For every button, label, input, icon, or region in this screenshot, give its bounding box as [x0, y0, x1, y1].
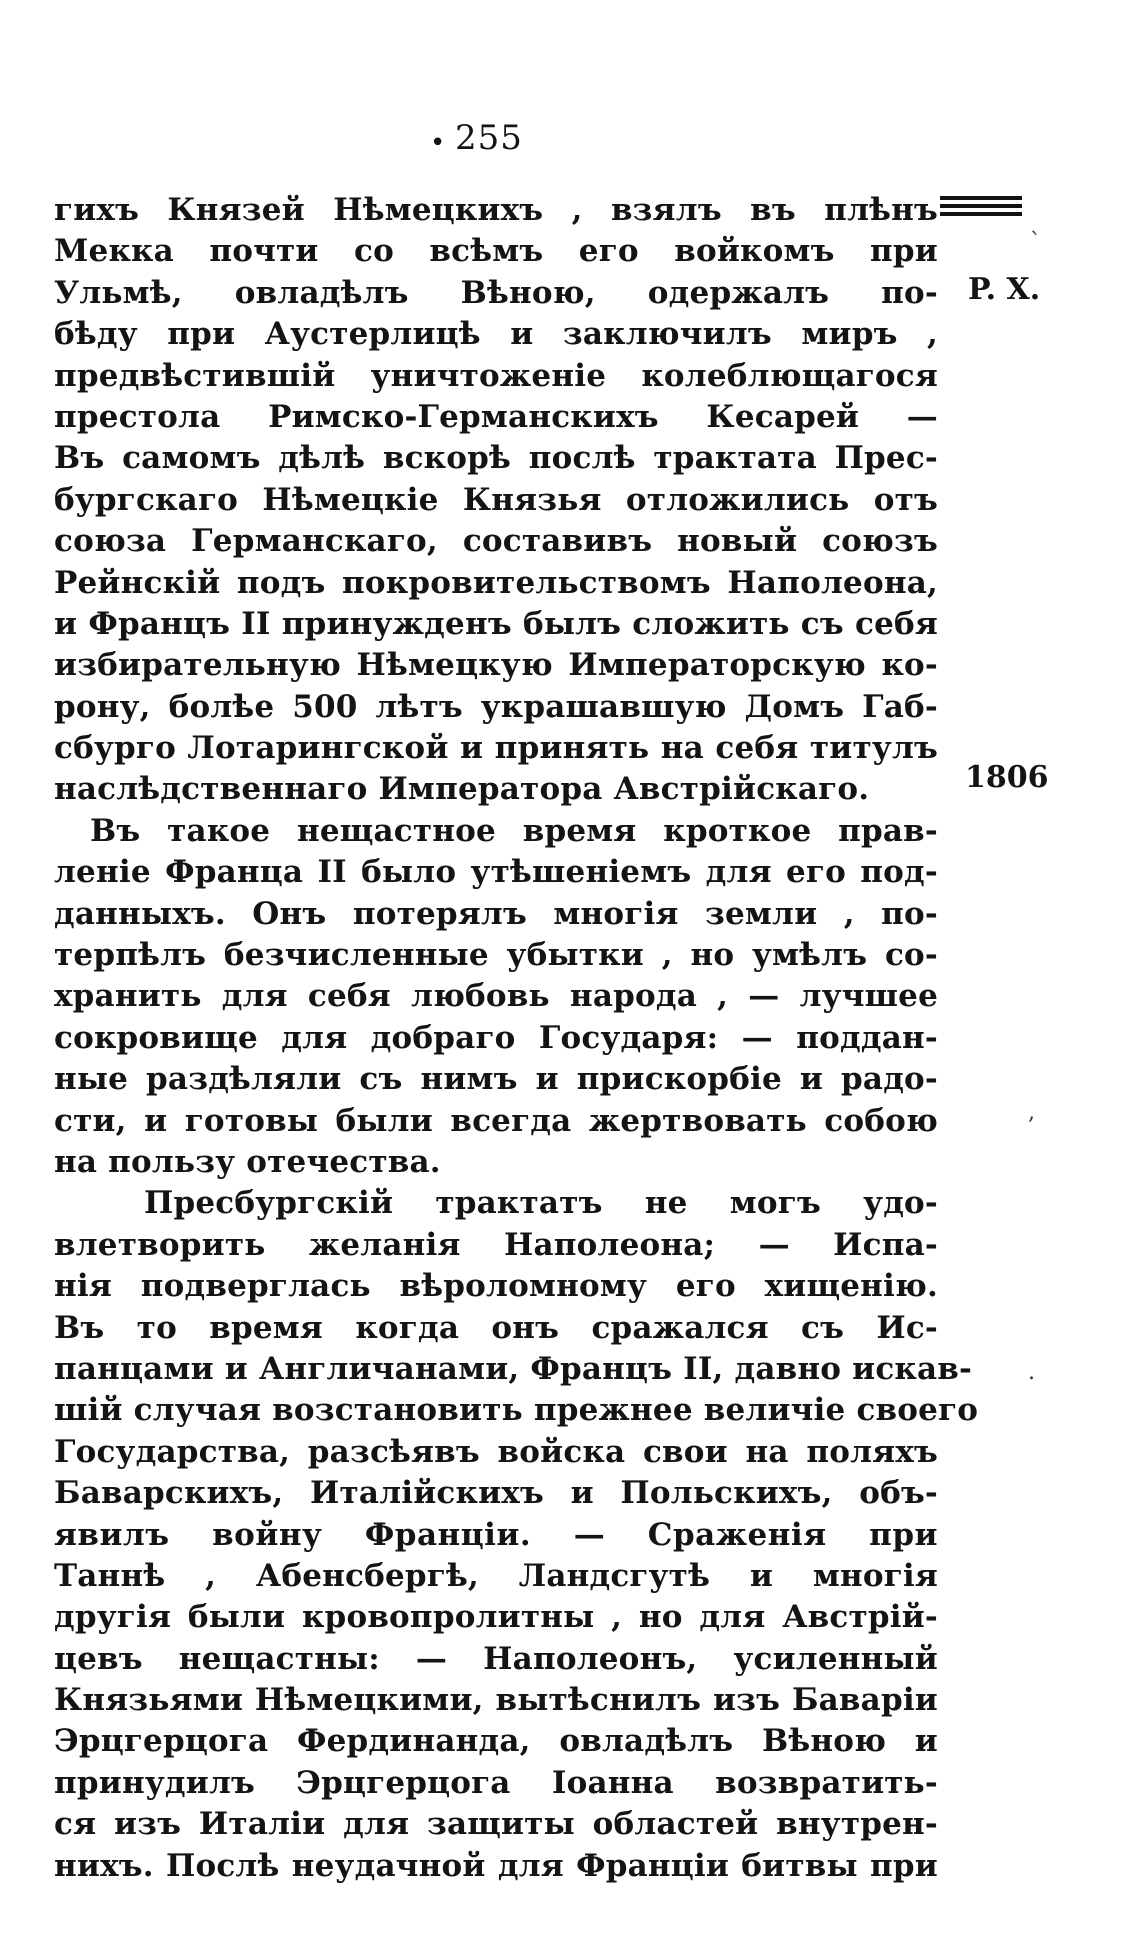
text-line: Въ то время когда онъ сражался съ Ис- [54, 1309, 938, 1346]
text-line: союза Германскаго, составивъ новый союзъ [54, 523, 938, 560]
text-line: Баварскихъ, Италійскихъ и Польскихъ, объ- [54, 1475, 938, 1512]
text-line: Ульмѣ, овладѣлъ Вѣною, одержалъ по- [54, 274, 938, 311]
text-line: Таннѣ , Абенсбергѣ, Ландсгутѣ и многія [54, 1557, 938, 1594]
text-line: данныхъ. Онъ потерялъ многія земли , по- [54, 895, 938, 932]
text-line: престола Римско-Германскихъ Кесарей — [54, 398, 938, 435]
margin-year: 1806 [965, 760, 1049, 795]
margin-rule-top [940, 196, 1022, 200]
body-text [54, 190, 979, 1887]
text-line: предвѣстившій уничтоженіе колеблющагося [54, 357, 938, 394]
text-line: Пресбургскій трактатъ не могъ удо- [144, 1185, 938, 1222]
text-line: шій случая возстановить прежнее величіе своего [54, 1392, 979, 1429]
text-line: нихъ. Послѣ неудачной для Франціи битвы при [54, 1847, 938, 1884]
text-line: принудилъ Эрцгерцога Іоанна возвратить- [54, 1764, 938, 1801]
text-line: другія были кровопролитны , но для Австрій- [54, 1599, 938, 1636]
text-line: сокровище для добраго Государя: — поддан- [54, 1019, 938, 1056]
text-line: сти, и готовы были всегда жертвовать собою [54, 1102, 938, 1139]
text-line: терпѣлъ безчисленные убытки , но умѣлъ со- [54, 937, 938, 974]
text-line: Мекка почти со всѣмъ его войкомъ при [54, 233, 938, 270]
text-line: Князьями Нѣмецкими, вытѣснилъ изъ Баваріи [54, 1682, 938, 1719]
margin-rule-bottom [940, 212, 1022, 216]
text-line: Государства, разсѣявъ войска свои на поляхъ [54, 1433, 938, 1470]
text-line: цевъ нещастны: — Наполеонъ, усиленный [54, 1640, 938, 1677]
text-line: бѣду при Аустерлицѣ и заключилъ миръ , [54, 316, 938, 353]
text-line: Рейнскій подъ покровительствомъ Наполеона, [54, 564, 938, 601]
text-line: наслѣдственнаго Императора Австрійскаго. [54, 771, 870, 808]
speck-mark: ` [1030, 230, 1041, 255]
text-line: гихъ Князей Нѣмецкихъ , взялъ въ плѣнъ [54, 192, 938, 228]
text-line: влетворить желанія Наполеона; — Испа- [54, 1226, 938, 1263]
text-line: ся изъ Италіи для защиты областей внутрен- [54, 1806, 938, 1843]
text-line: сбурго Лотарингской и принять на себя титулъ [54, 730, 938, 767]
speck-mark: . [1028, 1360, 1035, 1385]
text-line: Въ такое нещастное время кроткое прав- [90, 812, 938, 849]
text-line: на пользу отечества. [54, 1143, 441, 1180]
text-line: и Францъ II принужденъ былъ сложить съ себя [54, 605, 938, 642]
speck-mark: , [1028, 1100, 1035, 1125]
page-number: 255 [455, 118, 523, 158]
text-line: избирательную Нѣмецкую Императорскую ко- [54, 647, 938, 684]
text-line: Эрцгерцога Фердинанда, овладѣлъ Вѣною и [54, 1723, 938, 1760]
text-line: Въ самомъ дѣлѣ вскорѣ послѣ трактата Прес- [54, 440, 938, 477]
text-line: леніе Франца II было утѣшеніемъ для его под- [54, 854, 938, 891]
margin-era-label: P. X. [968, 272, 1041, 307]
text-line: ные раздѣляли съ нимъ и прискорбіе и радо- [54, 1061, 938, 1098]
text-line: рону, болѣе 500 лѣтъ украшавшую Домъ Габ- [54, 688, 938, 725]
text-line: нія подверглась вѣроломному его хищенію. [54, 1268, 938, 1305]
text-line: хранить для себя любовь народа , — лучшее [54, 978, 938, 1015]
text-line: бургскаго Нѣмецкіе Князья отложились отъ [54, 481, 938, 518]
margin-rule-middle [940, 204, 1022, 208]
text-line: явилъ войну Франціи. — Сраженія при [54, 1516, 938, 1553]
text-line: панцами и Англичанами, Францъ II, давно искав- [54, 1350, 973, 1387]
page-dot-mark: • [430, 128, 446, 158]
